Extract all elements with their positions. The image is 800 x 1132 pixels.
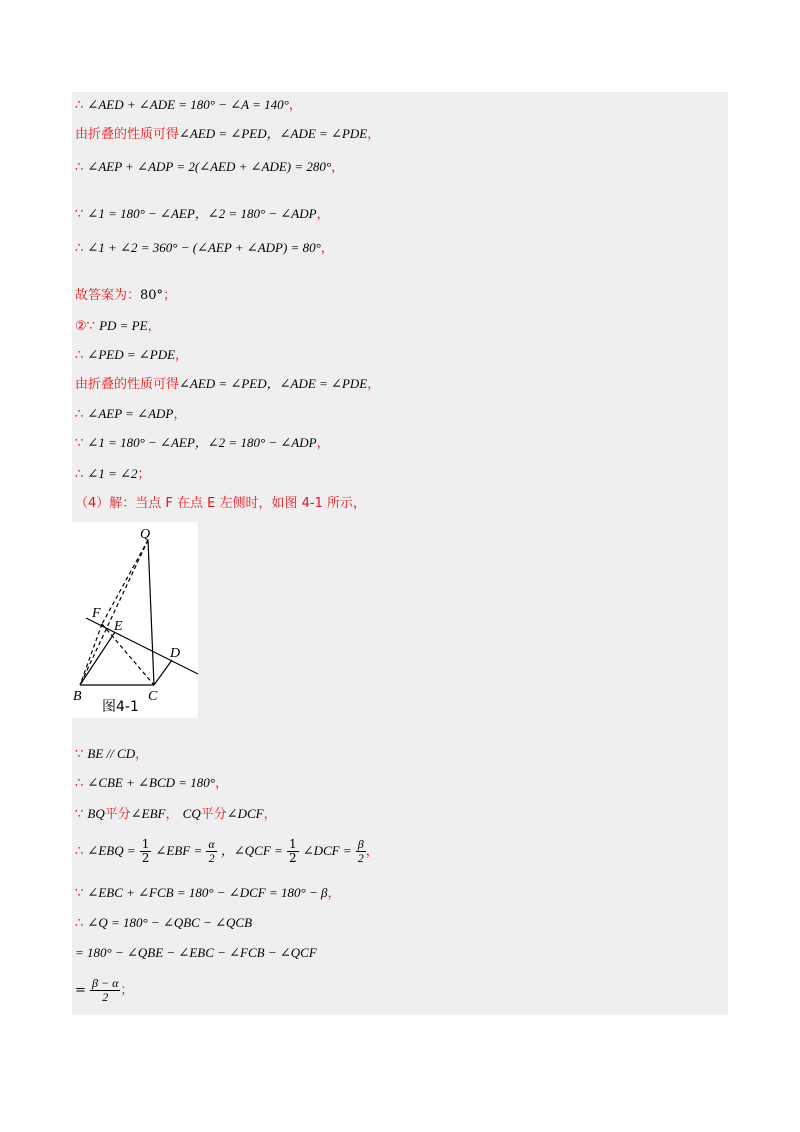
point-label-c: C (148, 689, 158, 704)
segment-be (80, 632, 115, 685)
figure-diagram (72, 522, 198, 718)
point-label-e: E (114, 619, 123, 634)
solution-line-21: = $\frac{\beta - \alpha}{2}$ ； (75, 976, 134, 1004)
point-label-q: Q (140, 527, 151, 542)
fraction-one-half: $\frac{1}{2}$ (141, 837, 150, 865)
segment-cd (154, 660, 172, 685)
solution-line-17: ∴ ∠EBQ = $\frac{1}{2}$ ∠EBF = $\frac{\alpha}{2}$ ，∠QCF = $\frac{1}{2}$ ∠DCF = $\frac{\beta}{2}$ ， (75, 837, 379, 865)
solution-line-18: ∵ ∠EBC + ∠FCB = 180° − ∠DCF = 180° − β， (75, 885, 341, 901)
answer-line: 故答案为：80°； (75, 288, 177, 303)
solution-line-9: 由折叠的性质可得∠AED = ∠PED，∠ADE = ∠PDE， (75, 376, 381, 392)
solution-line-3: ∴ ∠AEP + ∠ADP = 2(∠AED + ∠ADE) = 280°， (75, 159, 345, 175)
solution-line-14: ∵ BE // CD， (75, 746, 149, 762)
fraction-alpha-half: $\frac{\alpha}{2}$ (208, 837, 215, 865)
fraction-beta-minus-alpha-half: $\frac{\beta - \alpha}{2}$ (92, 976, 119, 1004)
solution-line-19: ∴ ∠Q = 180° − ∠QBC − ∠QCB (75, 915, 253, 931)
geometry-figure (72, 522, 198, 718)
point-label-f: F (92, 606, 101, 621)
part4-heading: （4）解：当点 F 在点 E 左侧时，如图 4-1 所示， (75, 496, 366, 511)
figure-caption: 图4-1 (102, 699, 139, 715)
solution-line-5: ∴ ∠1 + ∠2 = 360° − (∠AEP + ∠ADP) = 80°， (75, 240, 334, 256)
solution-line-7: ②∵ PD = PE， (75, 318, 161, 334)
solution-line-11: ∵ ∠1 = 180° − ∠AEP，∠2 = 180° − ∠ADP， (75, 435, 330, 451)
solution-line-10: ∴ ∠AEP = ∠ADP， (75, 406, 187, 422)
fraction-beta-half: $\frac{\beta}{2}$ (357, 837, 364, 865)
point-label-d: D (170, 646, 181, 661)
solution-line-8: ∴ ∠PED = ∠PDE， (75, 347, 189, 363)
segment-fc (102, 624, 154, 685)
point-label-b: B (73, 689, 82, 704)
solution-line-1: ∴ ∠AED + ∠ADE = 180° − ∠A = 140°， (75, 97, 302, 113)
solution-line-12: ∴ ∠1 = ∠2； (75, 466, 151, 482)
segment-qb (80, 540, 148, 685)
solution-line-2: 由折叠的性质可得∠AED = ∠PED，∠ADE = ∠PDE， (75, 126, 381, 142)
solution-line-20: = 180° − ∠QBE − ∠EBC − ∠FCB − ∠QCF (75, 945, 317, 960)
segment-fb (80, 624, 102, 685)
segment-qf (102, 540, 148, 624)
segment-qc (148, 540, 154, 685)
fraction-one-half: $\frac{1}{2}$ (288, 837, 297, 865)
solution-line-4: ∵ ∠1 = 180° − ∠AEP，∠2 = 180° − ∠ADP， (75, 206, 330, 222)
solution-line-15: ∴ ∠CBE + ∠BCD = 180°， (75, 775, 229, 791)
line-fe-extended (86, 618, 198, 674)
solution-line-16: ∵ BQ平分∠EBF， CQ平分∠DCF， (75, 806, 277, 822)
